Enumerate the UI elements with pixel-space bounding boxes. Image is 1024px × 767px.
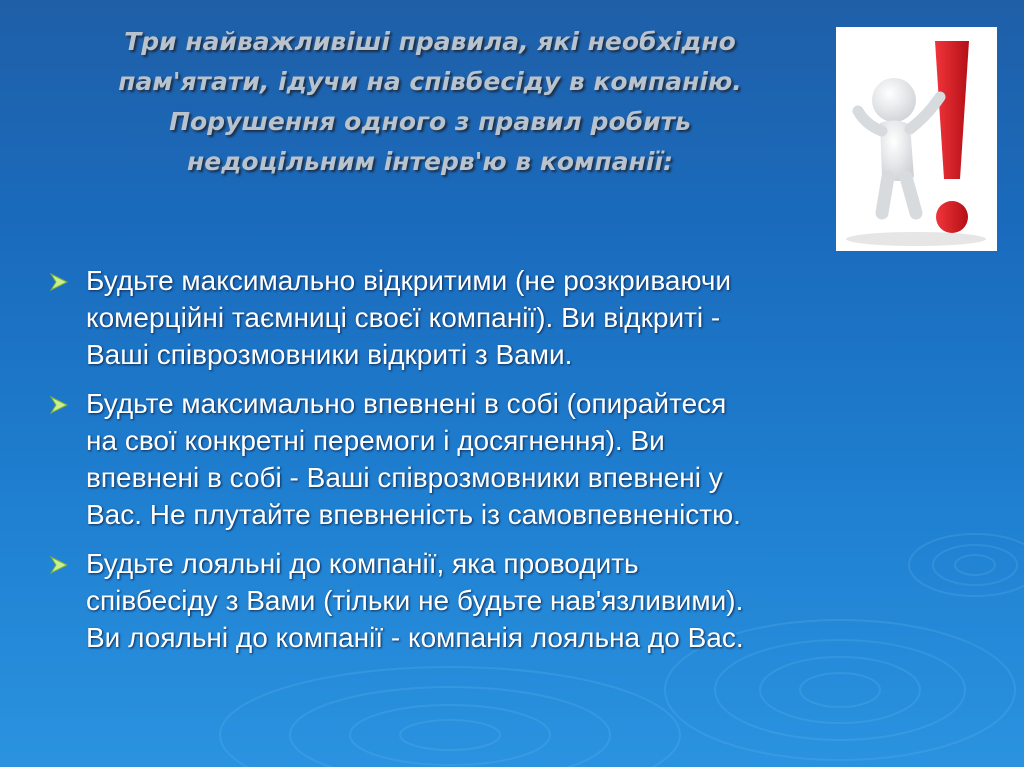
person-with-exclamation-mark-icon bbox=[836, 27, 997, 251]
arrow-bullet-icon bbox=[48, 555, 70, 575]
title-line: пам'ятати, ідучи на співбесіду в компанію. bbox=[118, 67, 742, 96]
list-item-line: Вас. Не плутайте впевненість із самовпевненістю. bbox=[86, 499, 741, 530]
list-item-line: Ваші співрозмовники відкриті з Вами. bbox=[86, 339, 573, 370]
list-item-line: на свої конкретні перемоги і досягнення). Ви bbox=[86, 425, 665, 456]
list-item bbox=[48, 385, 928, 533]
list-item-line: Будьте максимально відкритими (не розкриваючи bbox=[86, 265, 732, 296]
arrow-bullet-icon bbox=[48, 272, 70, 292]
list-item-line: Будьте максимально впевнені в собі (опирайтеся bbox=[86, 388, 727, 419]
list-item-line: співбесіду з Вами (тільки не будьте нав'язливими). bbox=[86, 585, 744, 616]
list-item bbox=[48, 262, 928, 373]
arrow-bullet-icon bbox=[48, 395, 70, 415]
slide-title bbox=[30, 22, 830, 182]
exclamation-illustration bbox=[836, 27, 997, 251]
list-item-line: впевнені в собі - Ваші співрозмовники впевнені у bbox=[86, 462, 723, 493]
rules-list bbox=[48, 262, 928, 668]
title-line: Три найважливіші правила, які необхідно bbox=[124, 27, 736, 56]
title-line: Порушення одного з правил робить bbox=[169, 107, 691, 136]
list-item-line: комерційні таємниці своєї компанії). Ви відкриті - bbox=[86, 302, 721, 333]
list-item-line: Ви лояльні до компанії - компанія лояльна до Вас. bbox=[86, 622, 744, 653]
list-item bbox=[48, 545, 928, 656]
title-line: недоцільним інтерв'ю в компанії: bbox=[186, 147, 674, 176]
list-item-line: Будьте лояльні до компанії, яка проводить bbox=[86, 548, 639, 579]
